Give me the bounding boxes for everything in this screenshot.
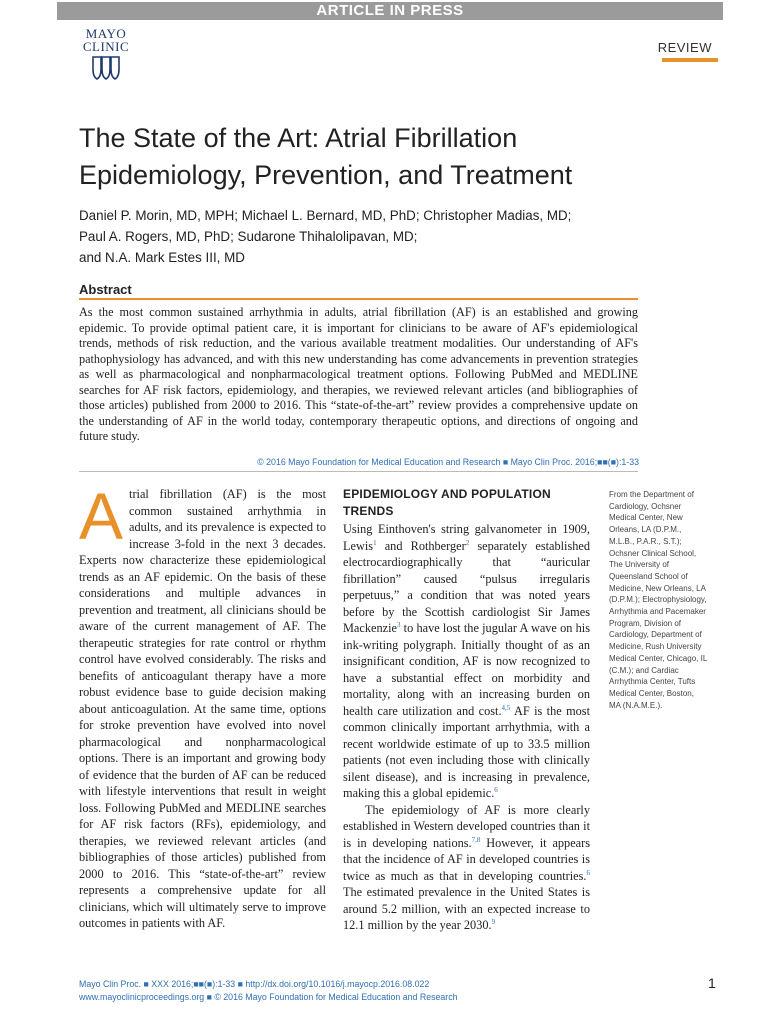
abstract-rule bbox=[79, 298, 638, 300]
citation-link[interactable]: 2 bbox=[465, 538, 470, 547]
drop-cap: A bbox=[79, 479, 124, 553]
paragraph: The epidemiology of AF is more clearly established in Western developed countries than it is in developing nations.$^{7,8}$ However, it appears that the incidence of AF in developed countries is twice as much as that in developing countries.$^6$ The estimated prevalence in the United States is around 5.2 million, with an expected increase to 12.1 million by the year 2030.$^9$ bbox=[343, 802, 590, 932]
title-line-2: Epidemiology, Prevention, and Treatment bbox=[79, 160, 573, 190]
author-line: and N.A. Mark Estes III, MD bbox=[79, 250, 245, 265]
title-line-1: The State of the Art: Atrial Fibrillation bbox=[79, 123, 518, 153]
author-line: Paul A. Rogers, MD, PhD; Sudarone Thihalolipavan, MD; bbox=[79, 229, 418, 244]
citation-link[interactable]: 3 bbox=[396, 620, 401, 629]
citation-link[interactable]: 4,5 bbox=[501, 703, 511, 712]
footer-citation[interactable]: Mayo Clin Proc. ■ XXX 2016;■■(■):1-33 ■ http://dx.doi.org/10.1016/j.mayocp.2016.08.022 bbox=[79, 979, 430, 989]
citation-link[interactable]: 6 bbox=[494, 785, 498, 794]
intro-column bbox=[79, 479, 326, 932]
article-title bbox=[79, 120, 639, 194]
citation-link[interactable]: 7,8 bbox=[471, 835, 481, 844]
abstract-heading: Abstract bbox=[79, 282, 132, 297]
citation-link[interactable]: 9 bbox=[491, 917, 496, 926]
page-footer bbox=[79, 978, 719, 1004]
footer-website[interactable]: www.mayoclinicproceedings.org ■ © 2016 Mayo Foundation for Medical Education and Research bbox=[79, 992, 458, 1002]
author-affiliations: From the Department of Cardiology, Ochsner Medical Center, New Orleans, LA (D.P.M., M.L.B., P.A.R., S.T.); Ochsner Clinical School, The University of Queensland School of Medicine, New Orleans, LA (D.P.M.); Electrophysiology, Arrhythmia and Pacemaker Program, Division of Cardiology, Department of Medicine, Rush University Medical Center, Chicago, IL (C.M.); and Cardiac Arrhythmia Center, Tufts Medical Center, Boston, MA (N.A.M.E.). bbox=[609, 490, 707, 710]
mayo-clinic-logo bbox=[77, 27, 135, 81]
logo-line-1: MAYO bbox=[85, 26, 127, 41]
abstract-text: As the most common sustained arrhythmia in adults, atrial fibrillation (AF) is an established and growing epidemic. To provide optimal patient care, it is important for clinicians to be aware of AF's epidemiological trends, methods of risk reduction, and the various available treatment modalities. Our understanding of AF's pathophysiology has advanced, and with this new understanding has come advancements in prevention strategies as well as pharmacological and nonpharmacological treatment options. Following PubMed and MEDLINE searches for AF risk factors, epidemiology, and therapies, we reviewed relevant articles (and bibliographies of those articles) published from 2000 to 2016. This “state-of-the-art” review provides a comprehensive update on the understanding of AF in the world today, contemporary therapeutic options, and directions of ongoing and future study. bbox=[79, 305, 638, 443]
citation-link[interactable]: 6 bbox=[586, 868, 590, 877]
shield-icon bbox=[91, 55, 121, 81]
author-list bbox=[79, 205, 659, 268]
page-number: 1 bbox=[708, 975, 716, 991]
article-in-press-banner: ARTICLE IN PRESS bbox=[57, 2, 723, 20]
abstract-copyright[interactable]: © 2016 Mayo Foundation for Medical Education and Research ■ Mayo Clin Proc. 2016;■■(■):1-33 bbox=[257, 457, 639, 467]
epidemiology-column bbox=[343, 486, 590, 934]
section-label-rule bbox=[662, 58, 718, 62]
section-label: REVIEW bbox=[657, 40, 712, 55]
abstract-divider bbox=[79, 471, 638, 472]
section-heading: EPIDEMIOLOGY AND POPULATION TRENDS bbox=[343, 487, 551, 518]
author-line: Daniel P. Morin, MD, MPH; Michael L. Bernard, MD, PhD; Christopher Madias, MD; bbox=[79, 208, 572, 223]
paragraph: Using Einthoven's string galvanometer in 1909, Lewis$^1$ and Rothberger$^2$ separately established electrocardiographically that “auricular fibrillation” caused “pulsus irregularis perpetuus,” a condition that was noted years before by the Scottish cardiologist Sir James Mackenzie$^3$ to have lost the jugular A wave on his ink-writing polygraph. Initially thought of as an insignificant condition, AF is now recognized to have a substantial effect on morbidity and mortality, along with an increasing burden on health care utilization and cost.$^{4,5}$ AF is the most common clinically important arrhythmia, with a recent worldwide estimate of up to 33.5 million patients (not even including those with clinically silent disease), and is increasing in prevalence, making this a global epidemic.$^6$ bbox=[343, 522, 591, 800]
citation-link[interactable]: 1 bbox=[373, 538, 377, 547]
logo-line-2: CLINIC bbox=[82, 39, 130, 54]
intro-text: trial fibrillation (AF) is the most common sustained arrhythmia in adults, and its prevalence is expected to increase 3-fold in the next 3 decades. Experts now characterize these epidemiological trends as an AF epidemic. On the basis of these considerations and multiple advances in prevention and treatment, all clinicians should be aware of the current management of AF. The therapeutic strategies for rate control or rhythm control have evolved considerably. The risks and benefits of anticoagulant therapy have a more robust evidence base to guide decision making about anticoagulation. At the same time, options for stroke prevention have evolved into novel pharmacological and nonpharmacological options. There is an important and growing body of evidence that the burden of AF can be reduced with lifestyle interventions that result in weight loss. Following PubMed and MEDLINE searches for AF risk factors (RFs), epidemiology, and therapies, we reviewed relevant articles (and bibliographies of those articles) published from 2000 to 2016. This “state-of-the-art” review represents a comprehensive update for all clinicians, which will ultimately serve to improve outcomes in patients with AF. bbox=[79, 487, 326, 930]
